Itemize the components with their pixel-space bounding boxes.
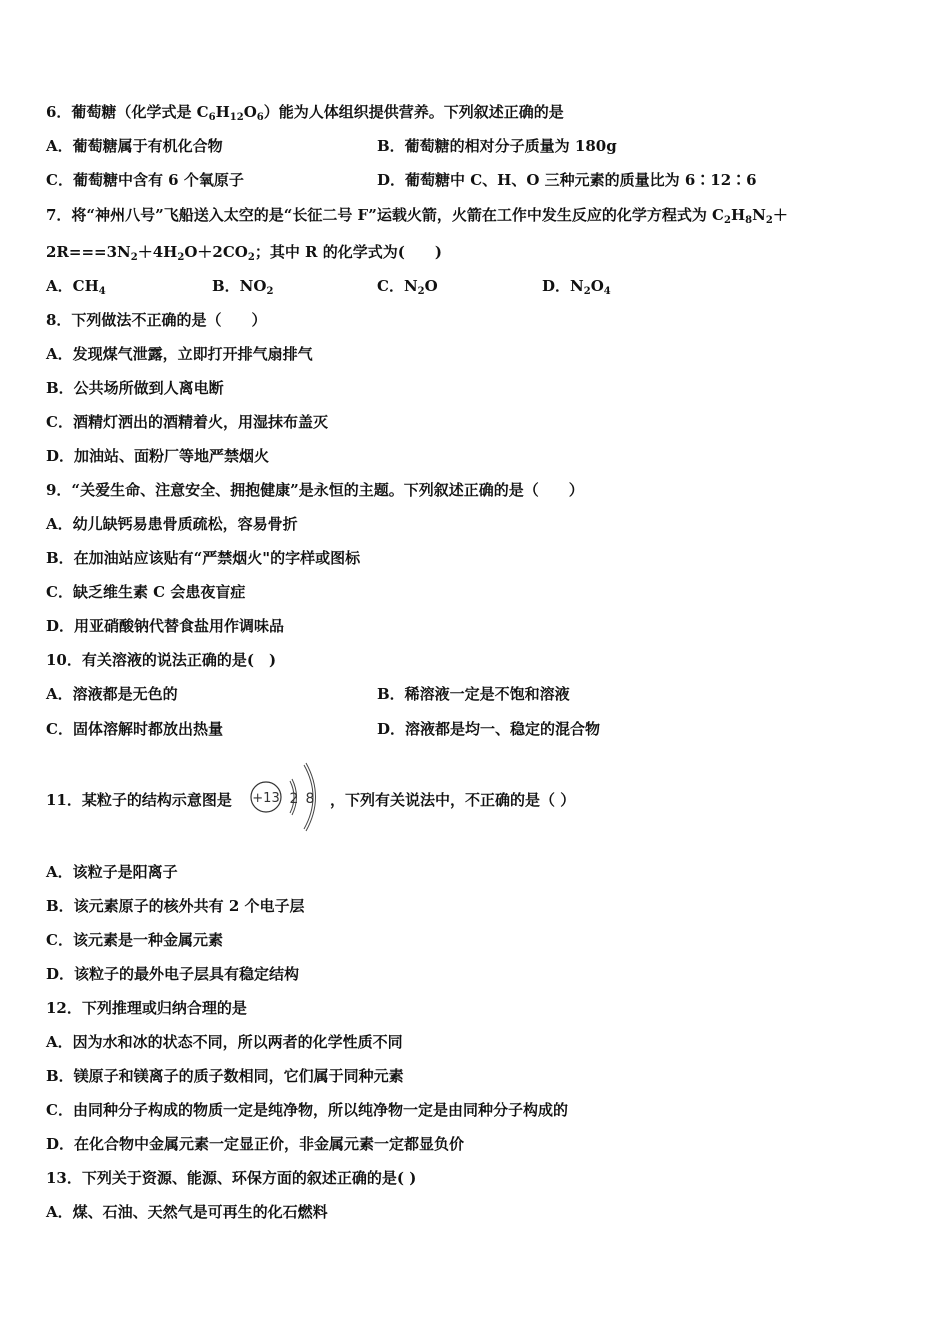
q10-option-d: D．溶液都是均一、稳定的混合物 (377, 720, 601, 738)
q9-option-b: B．在加油站应该贴有“严禁烟火"的字样或图标 (46, 549, 361, 567)
q11-option-b: B．该元素原子的核外共有 2 个电子层 (46, 897, 305, 915)
q8-option-a: A．发现煤气泄露，立即打开排气扇排气 (46, 345, 313, 363)
q10-option-c: C．固体溶解时都放出热量 (46, 720, 223, 738)
q6-option-c: C．葡萄糖中含有 6 个氧原子 (46, 171, 244, 189)
q8-option-d: D．加油站、面粉厂等地严禁烟火 (46, 447, 270, 465)
q12-option-a: A．因为水和冰的状态不同，所以两者的化学性质不同 (46, 1033, 403, 1051)
q9-option-d: D．用亚硝酸钠代替食盐用作调味品 (46, 617, 285, 635)
q6-option-d: D．葡萄糖中 C、H、O 三种元素的质量比为 6∶12∶6 (377, 171, 757, 189)
q7-option-b: B．$NO_2$ (212, 277, 274, 297)
q11-stem-a: 11．某粒子的结构示意图是 (46, 791, 232, 809)
q10-option-b: B．稀溶液一定是不饱和溶液 (377, 685, 570, 703)
q9-option-c: C．缺乏维生素 C 会患夜盲症 (46, 583, 246, 601)
q12-option-d: D．在化合物中金属元素一定显正价，非金属元素一定都显负价 (46, 1135, 465, 1153)
q13-stem: 13．下列关于资源、能源、环保方面的叙述正确的是( ) (46, 1169, 417, 1187)
q10-stem: 10．有关溶液的说法正确的是( ) (46, 651, 277, 669)
q8-option-c: C．酒精灯洒出的酒精着火，用湿抹布盖灭 (46, 413, 328, 431)
q6-option-a: A．葡萄糖属于有机化合物 (46, 137, 223, 155)
q7-stem-line1: 7．将“神州八号”飞船送入太空的是“长征二号 F”运载火箭，火箭在工作中发生反应的化学方程式为 $C_2H_8N_2+$ (46, 206, 788, 226)
q10-option-a: A．溶液都是无色的 (46, 685, 178, 703)
q7-option-d: D．$N_2O_4$ (542, 277, 611, 297)
q11-option-d: D．该粒子的最外电子层具有稳定结构 (46, 965, 300, 983)
q6-option-b: B．葡萄糖的相对分子质量为 180g (377, 137, 617, 155)
q9-stem: 9．“关爱生命、注意安全、拥抱健康”是永恒的主题。下列叙述正确的是（ ） (46, 481, 584, 499)
q11-option-a: A．该粒子是阳离子 (46, 863, 178, 881)
shell2-electrons: 8 (305, 791, 315, 807)
q11-stem-b: ，下列有关说法中，不正确的是（ ） (330, 791, 576, 809)
shell1-electrons: 2 (289, 791, 299, 807)
q7-stem-line2: $2R===3N_2+4H_2O+2CO_2$；其中 R 的化学式为( ) (46, 243, 442, 263)
q6-stem: 6．葡萄糖（化学式是 $C_6H_{12}O_6$）能为人体组织提供营养。下列叙述正确的是 (46, 103, 564, 123)
q8-option-b: B．公共场所做到人离电断 (46, 379, 224, 397)
q12-option-c: C．由同种分子构成的物质一定是纯净物，所以纯净物一定是由同种分子构成的 (46, 1101, 568, 1119)
q13-option-a: A．煤、石油、天然气是可再生的化石燃料 (46, 1203, 328, 1221)
q9-option-a: A．幼儿缺钙易患骨质疏松，容易骨折 (46, 515, 298, 533)
atom-structure-diagram (246, 755, 326, 837)
q7-option-a: A．$CH_4$ (46, 277, 106, 297)
q12-stem: 12．下列推理或归纳合理的是 (46, 999, 247, 1017)
q12-option-b: B．镁原子和镁离子的质子数相同，它们属于同种元素 (46, 1067, 404, 1085)
q7-option-c: C．$N_2O$ (377, 277, 438, 297)
q8-stem: 8．下列做法不正确的是（ ） (46, 311, 267, 329)
nucleus-charge: +13 (252, 791, 280, 806)
q11-option-c: C．该元素是一种金属元素 (46, 931, 223, 949)
